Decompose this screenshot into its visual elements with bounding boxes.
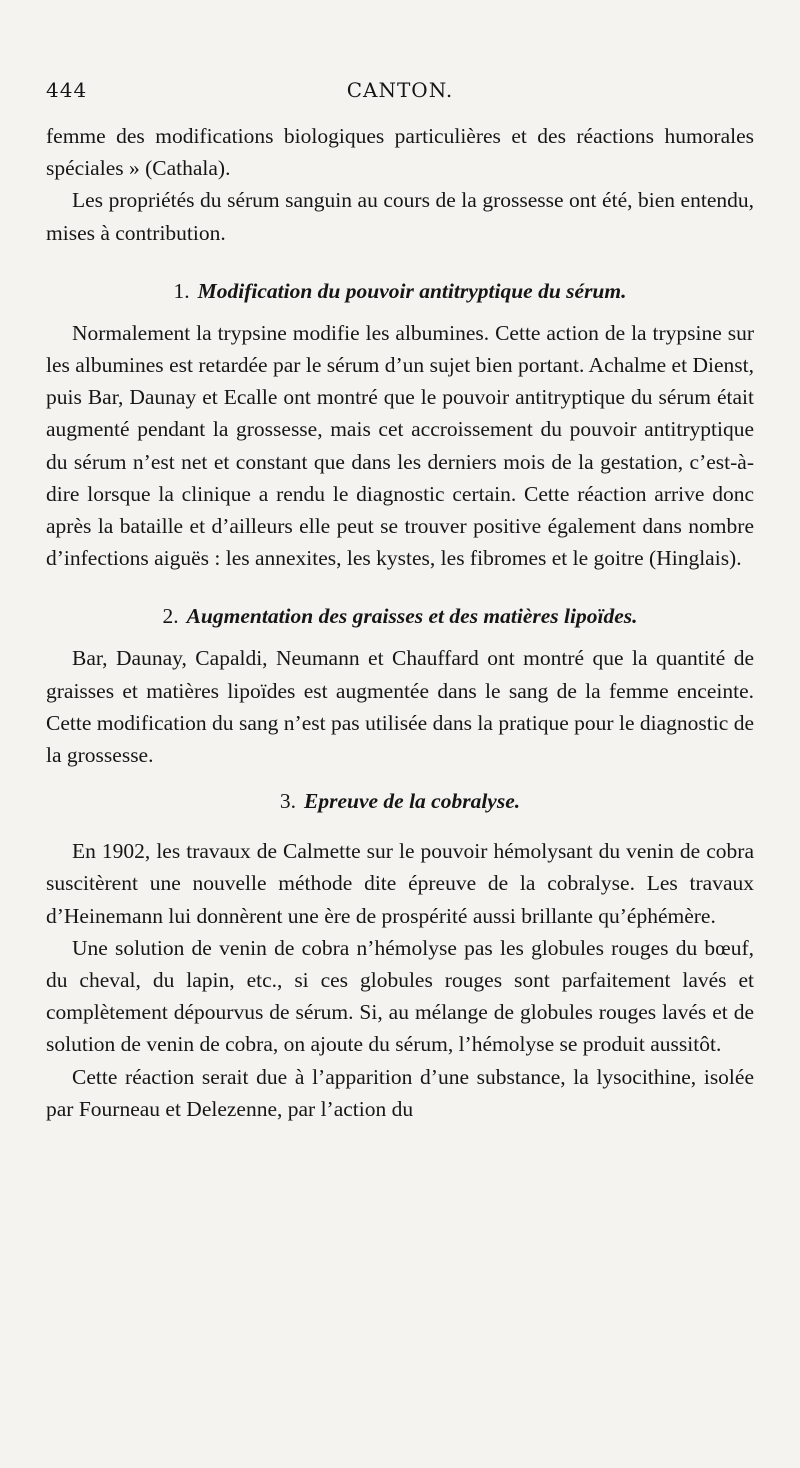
section-heading-2 xyxy=(46,600,754,632)
section-number: 2. xyxy=(162,604,179,629)
paragraph-serum-properties: Les propriétés du sérum sanguin au cours de la grossesse ont été, bien entendu, mises à contribution. xyxy=(46,188,754,245)
paragraph-cobralyse-history: En 1902, les travaux de Calmette sur le pouvoir hémolysant du venin de cobra suscitèrent une nouvelle méthode dite épreuve de la cobralyse. Les travaux d’Heinemann lui donnèrent une ère de prospérité aussi brillante qu’éphémère. xyxy=(46,839,754,928)
body-text xyxy=(46,120,754,1125)
paragraph-antitryptic: Normalement la trypsine modifie les albumines. Cette action de la trypsine sur les albumines est retardée par le sérum d’un sujet bien portant. Achalme et Dienst, puis Bar, Daunay et Ecalle ont montré que le pouvoir antitryptique du sérum était augmenté pendant la grossesse, mais cet accroissement du pouvoir antitryptique du sérum n’est net et constant que dans les derniers mois de la gestation, c’est-à-dire lorsque la clinique a rendu le diagnostic certain. Cette réaction arrive donc après la bataille et d’ailleurs elle peut se trouver positive également dans nombre d’infections aiguës : les annexites, les kystes, les fibromes et le goitre (Hinglais). xyxy=(46,320,754,571)
section-title: Epreuve de la cobralyse. xyxy=(303,789,521,814)
running-title: CANTON. xyxy=(346,78,454,102)
section-heading-1 xyxy=(46,275,754,307)
paragraph-lysocithine: Cette réaction serait due à l’apparition d’une substance, la lysocithine, isolée par Fourneau et Delezenne, par l’action du xyxy=(46,1064,754,1121)
paragraph-continuation: femme des modifications biologiques particulières et des réactions humorales spéciales » (Cathala). xyxy=(46,124,754,181)
page-number: 444 xyxy=(46,78,88,102)
section-title: Augmentation des graisses et des matières lipoïdes. xyxy=(186,604,638,629)
paragraph-cobra-venom: Une solution de venin de cobra n’hémolyse pas les globules rouges du bœuf, du cheval, du lapin, etc., si ces globules rouges sont parfaitement lavés et complètement dépourvus de sérum. Si, au mélange de globules rouges lavés et de solution de venin de cobra, on ajoute du sérum, l’hémolyse se produit aussitôt. xyxy=(46,935,754,1057)
section-heading-3 xyxy=(46,785,754,817)
page-header xyxy=(46,78,754,108)
section-number: 3. xyxy=(279,789,296,814)
section-title: Modification du pouvoir antitryptique du sérum. xyxy=(197,278,627,303)
section-number: 1. xyxy=(173,278,190,303)
paragraph-lipoids: Bar, Daunay, Capaldi, Neumann et Chauffard ont montré que la quantité de graisses et matières lipoïdes est augmentée dans le sang de la femme enceinte. Cette modification du sang n’est pas utilisée dans la pratique pour le diagnostic de la grossesse. xyxy=(46,646,754,768)
